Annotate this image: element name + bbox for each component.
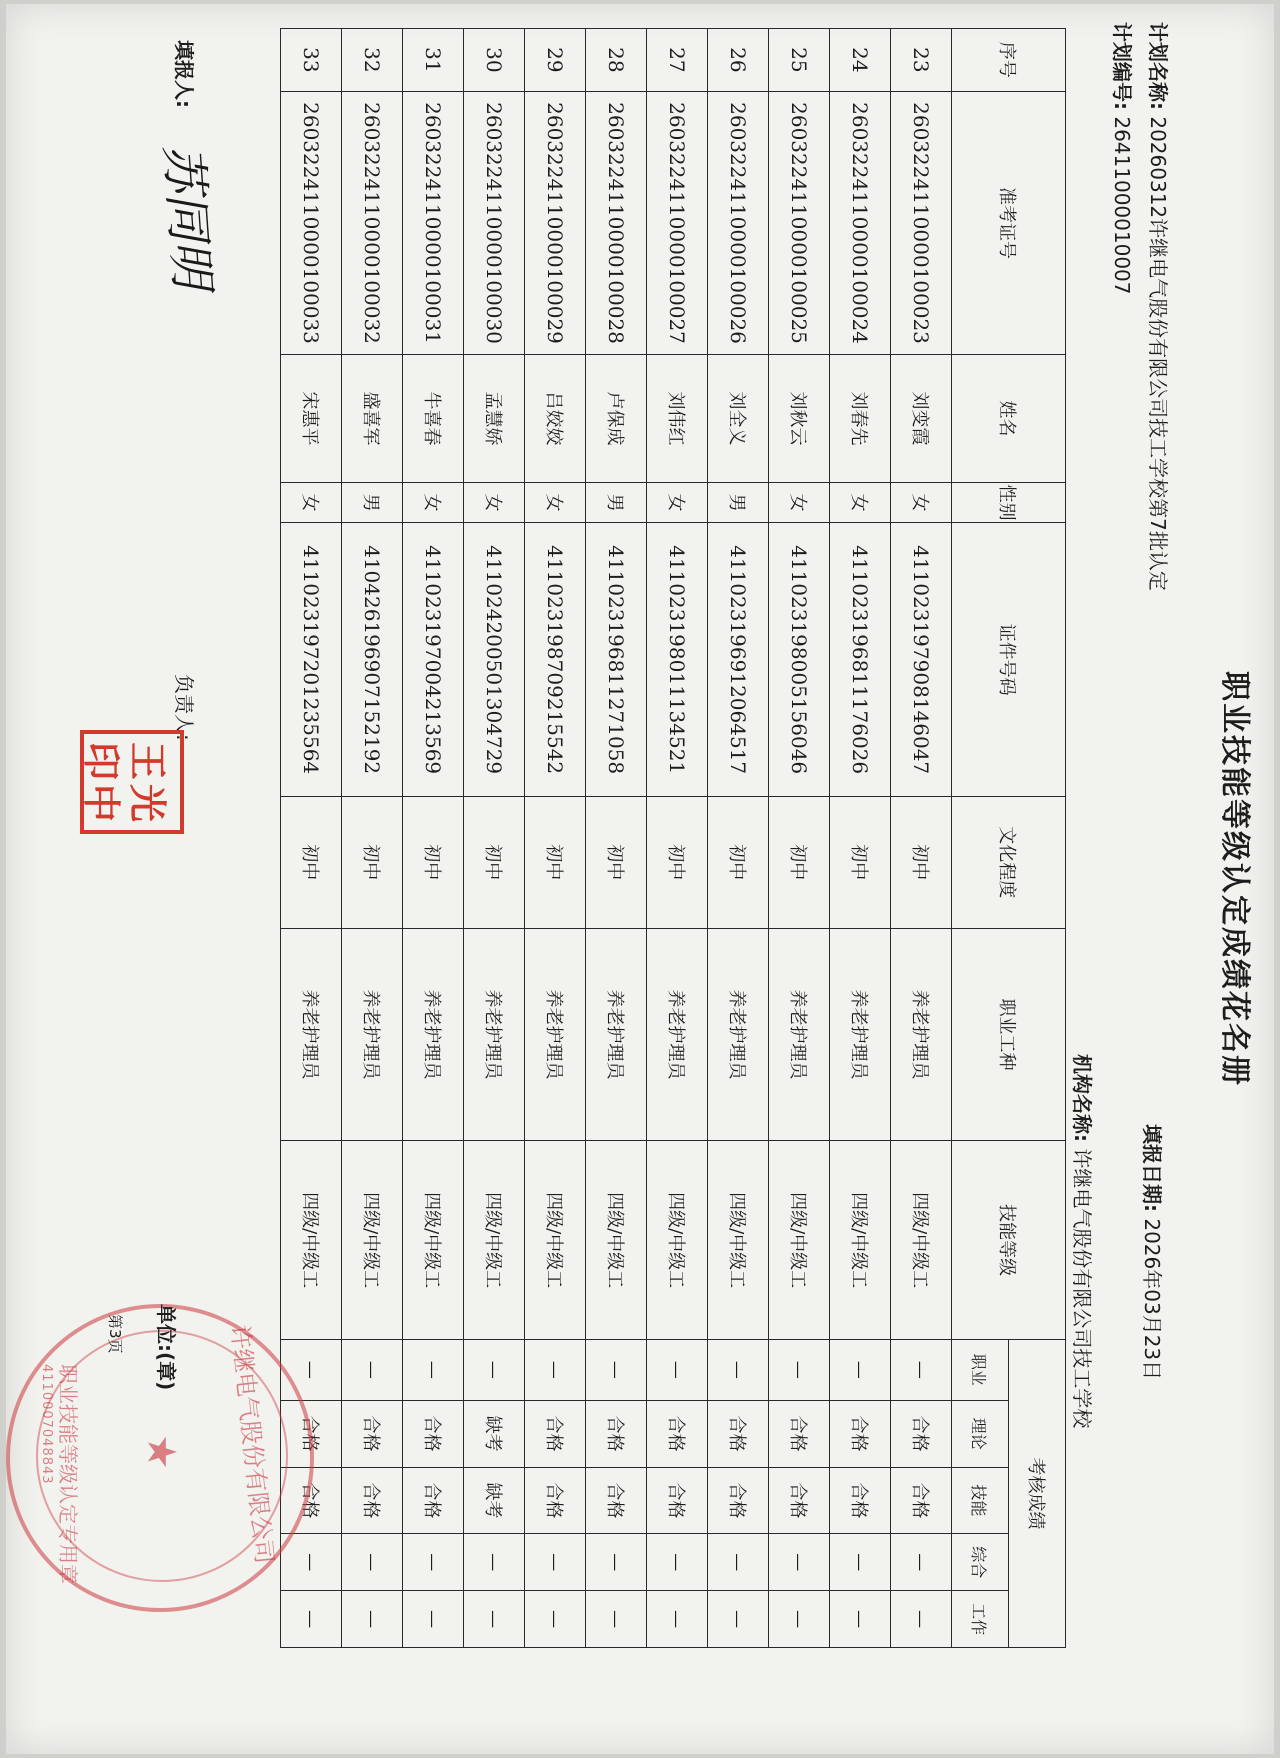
cell-work: — (891, 1591, 952, 1648)
fill-date-line (1139, 1124, 1168, 1380)
cell-vocation: — (708, 1339, 769, 1400)
header-ticket: 准考证号 (952, 91, 1066, 354)
cell-skill-level: 四级/中级工 (586, 1141, 647, 1340)
cell-id-number: 411023197004213569 (403, 523, 464, 797)
cell-occupation: 养老护理员 (464, 928, 525, 1141)
cell-id-number: 410426196907152192 (342, 523, 403, 797)
org-name-label: 机构名称: (1070, 1054, 1094, 1142)
table-row (403, 29, 464, 1648)
cell-seq: 24 (830, 29, 891, 92)
cell-skill-level: 四级/中级工 (891, 1141, 952, 1340)
cell-vocation: — (586, 1339, 647, 1400)
score-roster-table (280, 28, 1066, 1648)
cell-work: — (769, 1591, 830, 1648)
header-education: 文化程度 (952, 796, 1066, 928)
cell-gender: 女 (830, 482, 891, 523)
table-row (769, 29, 830, 1648)
cell-name: 卢保成 (586, 355, 647, 483)
cell-ticket: 2603224110000100030 (464, 91, 525, 354)
table-row (342, 29, 403, 1648)
cell-name: 刘伟红 (647, 355, 708, 483)
cell-skill: 合格 (586, 1467, 647, 1534)
cell-work: — (281, 1591, 342, 1648)
cell-skill: 合格 (708, 1467, 769, 1534)
fill-date-label: 填报日期: (1140, 1124, 1164, 1212)
cell-skill-level: 四级/中级工 (830, 1141, 891, 1340)
header-occupation: 职业工种 (952, 928, 1066, 1141)
cell-education: 初中 (769, 796, 830, 928)
cell-skill: 合格 (403, 1467, 464, 1534)
table-row (525, 29, 586, 1648)
cell-id-number: 411023198011134521 (647, 523, 708, 797)
cell-gender: 男 (708, 482, 769, 523)
header-theory: 理论 (952, 1400, 1009, 1467)
org-name-value: 许继电气股份有限公司技工学校 (1070, 1148, 1094, 1429)
seal-char: 印 (79, 742, 123, 781)
responsible-personal-seal (80, 730, 184, 834)
cell-seq: 27 (647, 29, 708, 92)
cell-comprehensive: — (464, 1534, 525, 1591)
filler-label: 填报人: (172, 40, 196, 108)
cell-occupation: 养老护理员 (891, 928, 952, 1141)
cell-occupation: 养老护理员 (830, 928, 891, 1141)
cell-name: 孟慧娇 (464, 355, 525, 483)
org-name-line (1069, 1054, 1098, 1428)
plan-code-label: 计划编号: (1110, 22, 1134, 110)
header-skill: 技能 (952, 1467, 1009, 1534)
cell-vocation: — (525, 1339, 586, 1400)
table-row (586, 29, 647, 1648)
document-title: 职业技能等级认定成绩花名册 (1217, 671, 1252, 1087)
cell-skill-level: 四级/中级工 (769, 1141, 830, 1340)
cell-work: — (830, 1591, 891, 1648)
cell-theory: 合格 (830, 1400, 891, 1467)
stamp-org-text: 许继电气股份有限公司 (225, 1323, 279, 1566)
document-page (6, 4, 1274, 1754)
cell-work: — (342, 1591, 403, 1648)
header-scores-group: 考核成绩 (1009, 1339, 1066, 1647)
table-row (830, 29, 891, 1648)
cell-occupation: 养老护理员 (647, 928, 708, 1141)
cell-gender: 女 (891, 482, 952, 523)
filler-signature: 苏同明 (154, 142, 220, 291)
cell-education: 初中 (281, 796, 342, 928)
cell-gender: 男 (342, 482, 403, 523)
plan-name-line (1145, 22, 1174, 591)
cell-comprehensive: — (281, 1534, 342, 1591)
cell-comprehensive: — (525, 1534, 586, 1591)
cell-theory: 合格 (342, 1400, 403, 1467)
cell-skill-level: 四级/中级工 (403, 1141, 464, 1340)
cell-id-number: 411023196811176026 (830, 523, 891, 797)
cell-comprehensive: — (769, 1534, 830, 1591)
header-skill-level: 技能等级 (952, 1141, 1066, 1340)
cell-ticket: 2603224110000100033 (281, 91, 342, 354)
cell-gender: 女 (647, 482, 708, 523)
cell-vocation: — (647, 1339, 708, 1400)
table-row (464, 29, 525, 1648)
cell-skill: 合格 (281, 1467, 342, 1534)
cell-occupation: 养老护理员 (281, 928, 342, 1141)
header-gender: 性别 (952, 482, 1066, 523)
cell-gender: 女 (281, 482, 342, 523)
cell-theory: 缺考 (464, 1400, 525, 1467)
plan-code-value: 26411000010007 (1110, 116, 1134, 295)
cell-id-number: 411023196811271058 (586, 523, 647, 797)
cell-seq: 26 (708, 29, 769, 92)
cell-ticket: 2603224110000100027 (647, 91, 708, 354)
stamp-code-text: 4110007048843 (39, 1364, 54, 1485)
unit-stamp-label: 单位:(章) (154, 1304, 178, 1391)
cell-gender: 男 (586, 482, 647, 523)
cell-ticket: 2603224110000100029 (525, 91, 586, 354)
cell-seq: 32 (342, 29, 403, 92)
cell-ticket: 2603224110000100025 (769, 91, 830, 354)
cell-name: 牛喜春 (403, 355, 464, 483)
cell-gender: 女 (464, 482, 525, 523)
cell-occupation: 养老护理员 (525, 928, 586, 1141)
cell-id-number: 411023196912064517 (708, 523, 769, 797)
cell-work: — (586, 1591, 647, 1648)
table-row (891, 29, 952, 1648)
plan-code-line (1109, 22, 1138, 295)
cell-vocation: — (464, 1339, 525, 1400)
cell-skill-level: 四级/中级工 (708, 1141, 769, 1340)
cell-theory: 合格 (647, 1400, 708, 1467)
cell-name: 刘变霞 (891, 355, 952, 483)
cell-gender: 女 (769, 482, 830, 523)
cell-theory: 合格 (281, 1400, 342, 1467)
cell-theory: 合格 (708, 1400, 769, 1467)
cell-skill-level: 四级/中级工 (342, 1141, 403, 1340)
cell-skill-level: 四级/中级工 (525, 1141, 586, 1340)
cell-theory: 合格 (525, 1400, 586, 1467)
cell-name: 宋惠平 (281, 355, 342, 483)
cell-vocation: — (342, 1339, 403, 1400)
cell-work: — (403, 1591, 464, 1648)
cell-comprehensive: — (647, 1534, 708, 1591)
cell-comprehensive: — (586, 1534, 647, 1591)
header-id-number: 证件号码 (952, 523, 1066, 797)
cell-comprehensive: — (891, 1534, 952, 1591)
cell-ticket: 2603224110000100023 (891, 91, 952, 354)
page-number: 第3页 (106, 1314, 124, 1354)
cell-skill: 缺考 (464, 1467, 525, 1534)
header-vocation: 职业 (952, 1339, 1009, 1400)
cell-education: 初中 (647, 796, 708, 928)
header-seq: 序号 (952, 29, 1066, 92)
header-name: 姓名 (952, 355, 1066, 483)
cell-name: 刘秋云 (769, 355, 830, 483)
cell-theory: 合格 (769, 1400, 830, 1467)
stamp-star-icon: ★ (138, 1434, 184, 1470)
cell-education: 初中 (891, 796, 952, 928)
cell-vocation: — (891, 1339, 952, 1400)
table-row (647, 29, 708, 1648)
cell-comprehensive: — (830, 1534, 891, 1591)
seal-char: 光 (125, 784, 169, 823)
cell-work: — (525, 1591, 586, 1648)
cell-education: 初中 (708, 796, 769, 928)
cell-seq: 30 (464, 29, 525, 92)
cell-theory: 合格 (891, 1400, 952, 1467)
cell-theory: 合格 (586, 1400, 647, 1467)
cell-occupation: 养老护理员 (586, 928, 647, 1141)
cell-skill: 合格 (769, 1467, 830, 1534)
cell-skill: 合格 (830, 1467, 891, 1534)
cell-seq: 31 (403, 29, 464, 92)
responsible-label: 负责人: (172, 674, 196, 741)
cell-name: 刘全义 (708, 355, 769, 483)
cell-work: — (708, 1591, 769, 1648)
cell-skill-level: 四级/中级工 (647, 1141, 708, 1340)
cell-name: 盛喜军 (342, 355, 403, 483)
cell-gender: 女 (403, 482, 464, 523)
cell-vocation: — (403, 1339, 464, 1400)
plan-name-label: 计划名称: (1146, 22, 1170, 110)
cell-education: 初中 (586, 796, 647, 928)
cell-occupation: 养老护理员 (769, 928, 830, 1141)
cell-seq: 33 (281, 29, 342, 92)
cell-ticket: 2603224110000100024 (830, 91, 891, 354)
cell-id-number: 411023197908146047 (891, 523, 952, 797)
header-comprehensive: 综合 (952, 1534, 1009, 1591)
cell-skill-level: 四级/中级工 (281, 1141, 342, 1340)
cell-id-number: 411023197201235564 (281, 523, 342, 797)
cell-ticket: 2603224110000100028 (586, 91, 647, 354)
cell-skill: 合格 (525, 1467, 586, 1534)
cell-seq: 23 (891, 29, 952, 92)
cell-vocation: — (769, 1339, 830, 1400)
cell-skill-level: 四级/中级工 (464, 1141, 525, 1340)
cell-education: 初中 (830, 796, 891, 928)
seal-char: 中 (79, 784, 123, 823)
cell-work: — (464, 1591, 525, 1648)
stamp-purpose-text: 职业技能等级认定专用章 (56, 1364, 80, 1584)
seal-char: 王 (125, 742, 169, 781)
cell-education: 初中 (464, 796, 525, 928)
cell-skill: 合格 (891, 1467, 952, 1534)
cell-skill: 合格 (342, 1467, 403, 1534)
cell-work: — (647, 1591, 708, 1648)
cell-seq: 28 (586, 29, 647, 92)
cell-ticket: 2603224110000100026 (708, 91, 769, 354)
cell-comprehensive: — (708, 1534, 769, 1591)
cell-skill: 合格 (647, 1467, 708, 1534)
cell-id-number: 411024200501304729 (464, 523, 525, 797)
cell-comprehensive: — (403, 1534, 464, 1591)
cell-comprehensive: — (342, 1534, 403, 1591)
table-body (281, 29, 952, 1648)
cell-education: 初中 (525, 796, 586, 928)
cell-name: 吕姣姣 (525, 355, 586, 483)
cell-education: 初中 (403, 796, 464, 928)
cell-ticket: 2603224110000100032 (342, 91, 403, 354)
table-row (708, 29, 769, 1648)
cell-vocation: — (281, 1339, 342, 1400)
cell-seq: 25 (769, 29, 830, 92)
cell-id-number: 411023198005156046 (769, 523, 830, 797)
cell-gender: 女 (525, 482, 586, 523)
cell-ticket: 2603224110000100031 (403, 91, 464, 354)
cell-occupation: 养老护理员 (708, 928, 769, 1141)
rotated-document (6, 4, 1274, 1754)
cell-seq: 29 (525, 29, 586, 92)
header-work: 工作 (952, 1591, 1009, 1648)
cell-name: 刘春先 (830, 355, 891, 483)
cell-education: 初中 (342, 796, 403, 928)
header-row (1009, 29, 1066, 1648)
cell-id-number: 411023198709215542 (525, 523, 586, 797)
cell-vocation: — (830, 1339, 891, 1400)
cell-occupation: 养老护理员 (342, 928, 403, 1141)
fill-date-value: 2026年03月23日 (1140, 1218, 1164, 1381)
cell-occupation: 养老护理员 (403, 928, 464, 1141)
plan-name-value: 20260312许继电气股份有限公司技工学校第7批认定 (1146, 116, 1170, 591)
cell-theory: 合格 (403, 1400, 464, 1467)
